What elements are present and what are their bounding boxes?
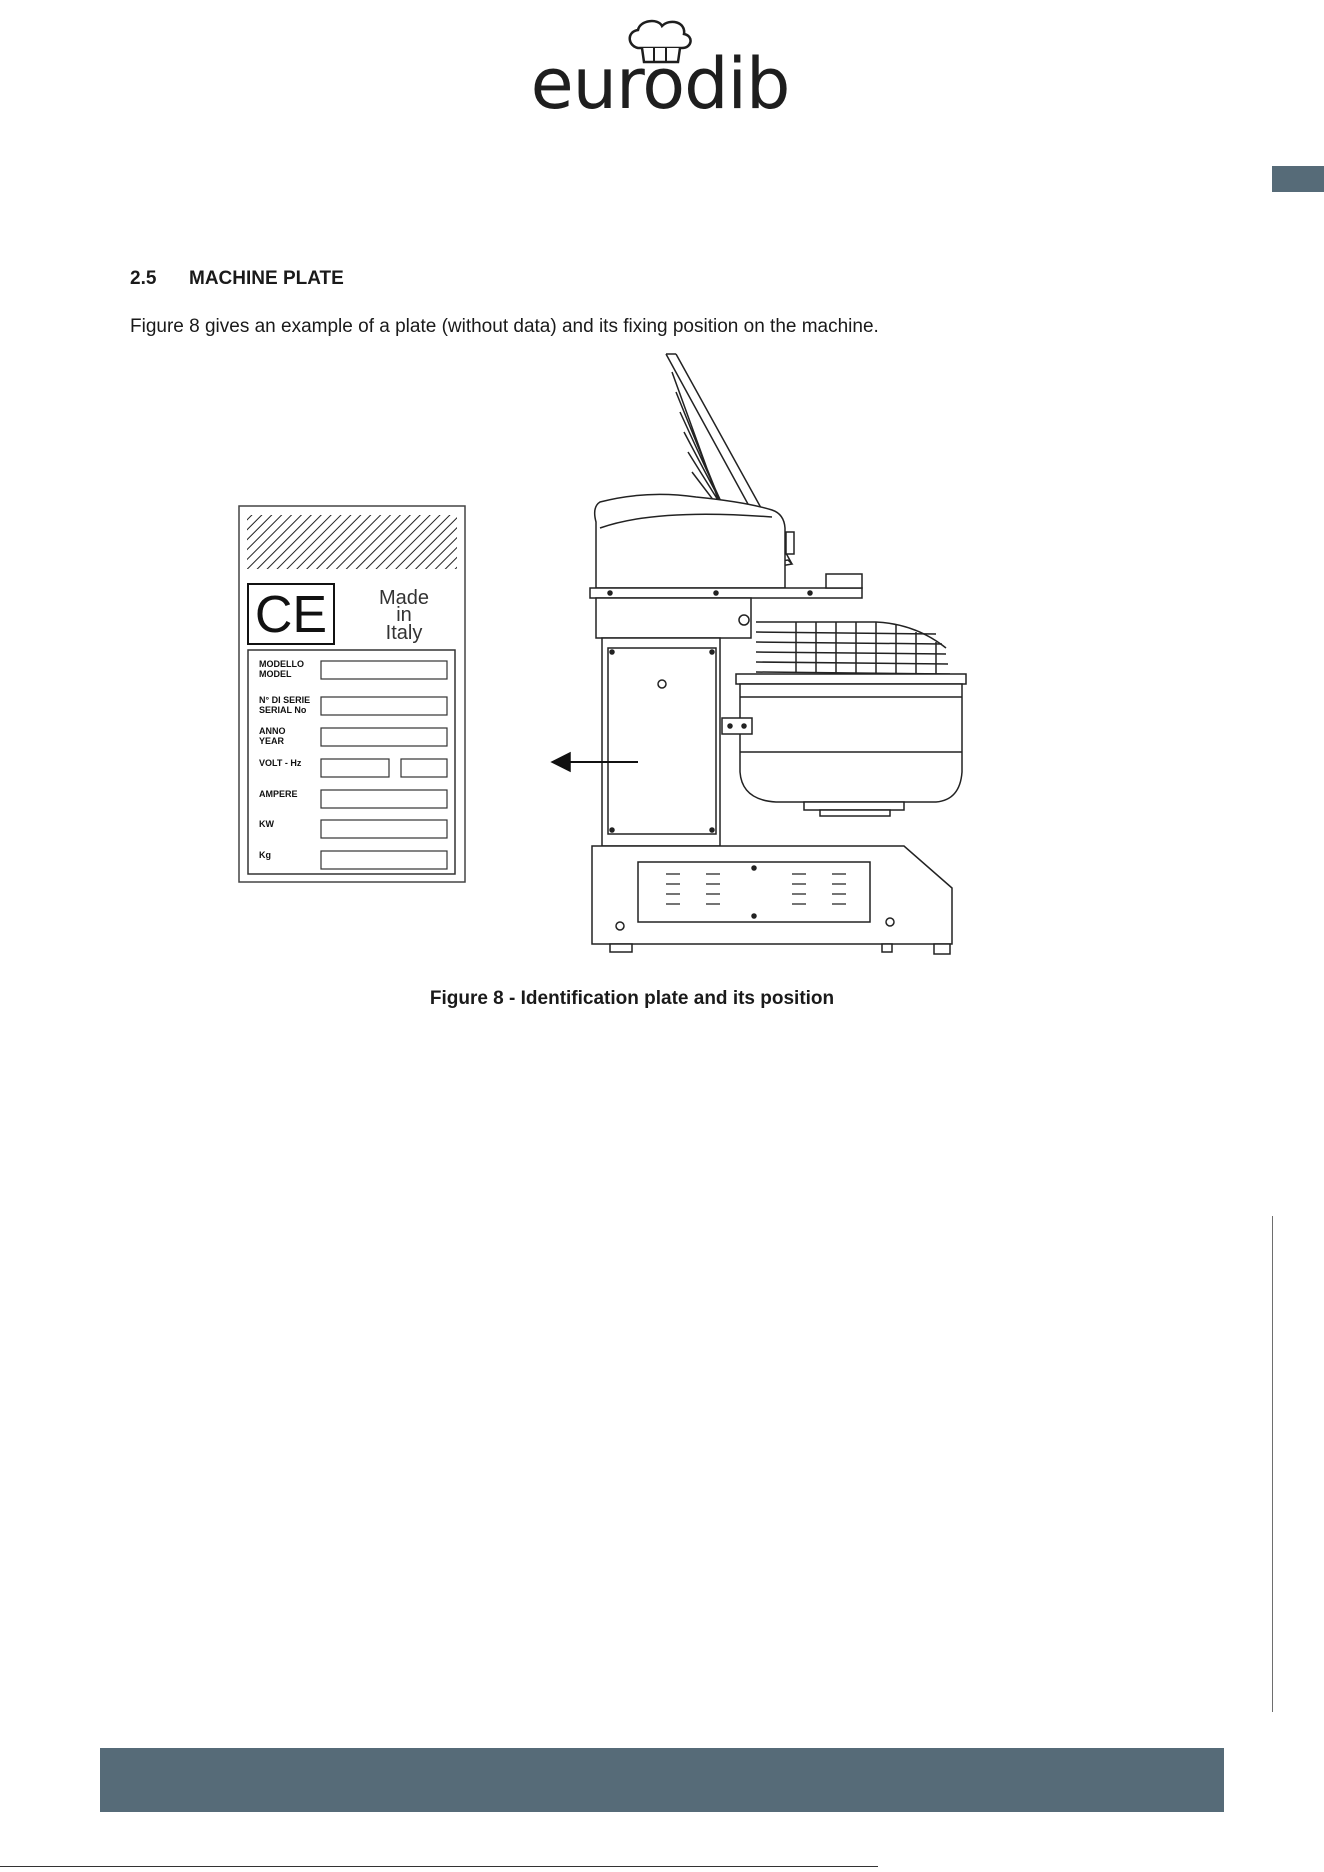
svg-text:Kg: Kg	[259, 850, 271, 860]
plate-field-model	[259, 659, 447, 679]
identification-plate	[239, 506, 465, 882]
hatched-area	[247, 515, 457, 569]
brand-wordmark: eurodib	[530, 43, 790, 125]
bottom-rule	[0, 1866, 878, 1867]
brand-logo	[508, 18, 812, 125]
made-in-line2: in	[396, 604, 412, 626]
svg-text:SERIAL No: SERIAL No	[259, 705, 307, 715]
made-in-line1: Made	[378, 587, 430, 609]
section-title: MACHINE PLATE	[189, 268, 344, 289]
section-heading	[130, 268, 344, 290]
svg-text:KW: KW	[259, 819, 274, 829]
figure-caption: Figure 8 - Identification plate and its position	[429, 988, 835, 1009]
svg-text:VOLT - Hz: VOLT - Hz	[259, 758, 302, 768]
chapter-tab	[1272, 166, 1324, 192]
svg-text:MODELLO: MODELLO	[259, 659, 304, 669]
svg-text:AMPERE: AMPERE	[259, 789, 298, 799]
made-in-line3: Italy	[385, 622, 423, 644]
bowl-guard	[756, 622, 950, 674]
svg-text:MODEL: MODEL	[259, 669, 292, 679]
section-number: 2.5	[130, 268, 157, 289]
svg-text:N° DI SERIE: N° DI SERIE	[259, 695, 311, 705]
footer-bar	[100, 1748, 1224, 1812]
figure-8	[236, 352, 1022, 972]
svg-text:ANNO: ANNO	[259, 726, 286, 736]
mixer-machine	[552, 354, 966, 954]
right-margin-rule	[1272, 1216, 1273, 1712]
ce-mark: CE	[254, 586, 328, 644]
intro-paragraph: Figure 8 gives an example of a plate (without data) and its fixing position on the machine.	[130, 316, 879, 337]
plate-field-serial	[259, 695, 447, 715]
svg-text:YEAR: YEAR	[259, 736, 285, 746]
